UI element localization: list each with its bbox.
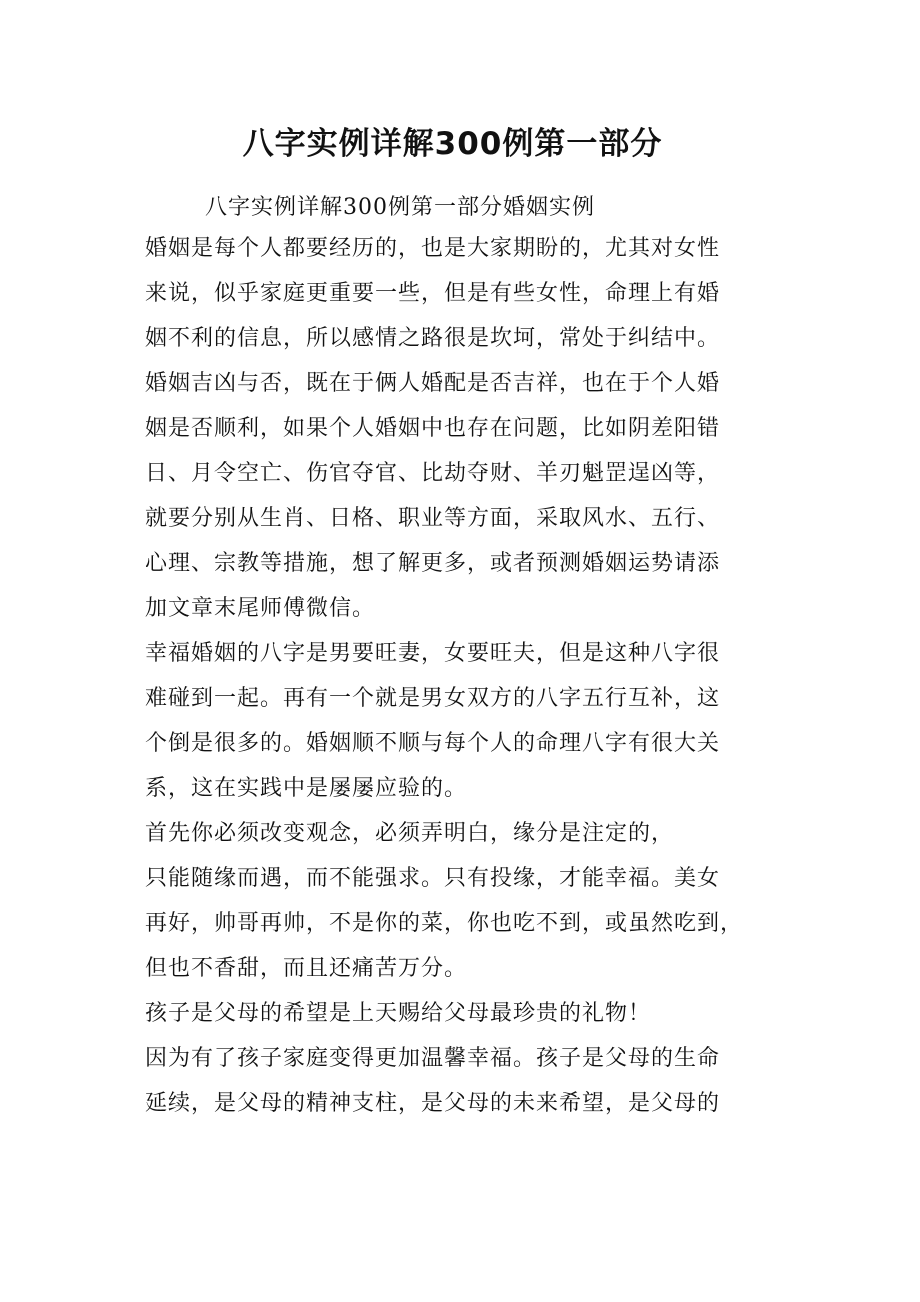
paragraph-line: 只能随缘而遇，而不能强求。只有投缘，才能幸福。美女 [145,866,721,891]
paragraph-line: 婚姻吉凶与否，既在于俩人婚配是否吉祥，也在于个人婚 [145,371,721,396]
document-title: 八字实例详解300例第一部分 [242,126,663,162]
paragraph-line: 系，这在实践中是屡屡应验的。 [145,776,468,801]
paragraph-line: 个倒是很多的。婚姻顺不顺与每个人的命理八字有很大关 [145,731,721,756]
paragraph-line: 因为有了孩子家庭变得更加温馨幸福。孩子是父母的生命 [145,1046,721,1071]
paragraph-line: 再好，帅哥再帅，不是你的菜，你也吃不到，或虽然吃到， [145,911,744,936]
paragraph-line: 孩子是父母的希望是上天赐给父母最珍贵的礼物！ [145,1001,652,1026]
paragraph-line: 姻不利的信息，所以感情之路很是坎坷，常处于纠结中。 [145,326,721,351]
paragraph-line: 首先你必须改变观念，必须弄明白，缘分是注定的， [145,821,675,846]
paragraph [145,226,760,631]
paragraph-line: 日、月令空亡、伤官夺官、比劫夺财、羊刃魁罡逞凶等， [145,461,721,486]
paragraph-line: 就要分别从生肖、日格、职业等方面，采取风水、五行、 [145,506,721,531]
paragraph [145,811,760,856]
paragraph-line: 幸福婚姻的八字是男要旺妻，女要旺夫，但是这种八字很 [145,641,721,666]
paragraph-line: 延续，是父母的精神支柱，是父母的未来希望，是父母的 [145,1091,721,1116]
paragraph [145,856,760,991]
paragraph [145,991,760,1036]
paragraph [145,631,760,811]
paragraph-line: 但也不香甜，而且还痛苦万分。 [145,956,468,981]
paragraph-line: 加文章末尾师傅微信。 [145,596,376,621]
document-subtitle: 八字实例详解300例第一部分婚姻实例 [205,195,595,220]
document-body [145,226,760,1126]
paragraph-line: 婚姻是每个人都要经历的，也是大家期盼的，尤其对女性 [145,236,721,261]
paragraph-line: 来说，似乎家庭更重要一些，但是有些女性，命理上有婚 [145,281,721,306]
paragraph-line: 姻是否顺利，如果个人婚姻中也存在问题，比如阴差阳错 [145,416,721,441]
paragraph-line: 心理、宗教等措施，想了解更多，或者预测婚姻运势请添 [145,551,721,576]
paragraph-line: 难碰到一起。再有一个就是男女双方的八字五行互补，这 [145,686,721,711]
paragraph [145,1036,760,1126]
